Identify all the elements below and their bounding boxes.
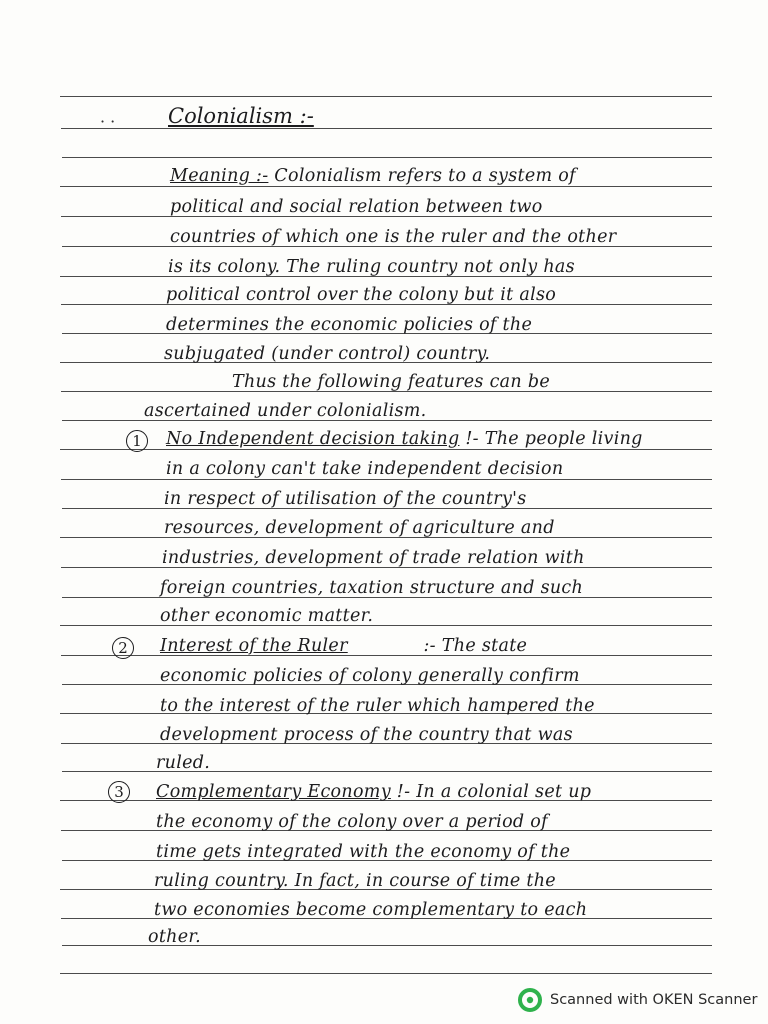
point-1-heading-line bbox=[166, 429, 643, 449]
ruled-line bbox=[61, 128, 712, 129]
point-2-first-line: The state bbox=[441, 636, 528, 656]
point-3-line-3: ruling country. In fact, in course of time the bbox=[154, 871, 556, 891]
meaning-line-1 bbox=[170, 166, 576, 186]
point-3-heading: Complementary Economy bbox=[156, 782, 391, 802]
ruled-line bbox=[60, 973, 712, 974]
point-3-first-line: In a colonial set up bbox=[416, 782, 592, 802]
meaning-line-5: political control over the colony but it also bbox=[166, 285, 557, 305]
point-3-heading-line bbox=[156, 782, 591, 802]
meaning-text-0: Colonialism refers to a system of bbox=[274, 166, 576, 186]
point-1-heading: No Independent decision taking bbox=[166, 429, 460, 449]
point-2-sep: :- bbox=[423, 636, 436, 656]
thus-line-1: Thus the following features can be bbox=[232, 372, 550, 392]
point-3-line-4: two economies become complementary to each bbox=[154, 900, 588, 920]
point-3-line-5: other. bbox=[148, 927, 202, 947]
ruled-line bbox=[60, 186, 712, 187]
point-1-line-2: in respect of utilisation of the country's bbox=[164, 489, 527, 509]
point-2-line-2: to the interest of the ruler which hampered the bbox=[160, 696, 595, 716]
point-1-line-1: in a colony can't take independent decision bbox=[166, 459, 564, 479]
meaning-line-4: is its colony. The ruling country not only has bbox=[168, 257, 575, 277]
point-number-2: 2 bbox=[112, 637, 134, 659]
meaning-line-6: determines the economic policies of the bbox=[166, 315, 533, 335]
meaning-label: Meaning :- bbox=[170, 166, 269, 186]
point-2-line-1: economic policies of colony generally confirm bbox=[160, 666, 580, 686]
meaning-line-7: subjugated (under control) country. bbox=[164, 344, 491, 364]
page-title: Colonialism :- bbox=[168, 104, 314, 128]
point-2-heading: Interest of the Ruler bbox=[160, 636, 348, 656]
point-2-line-3: development process of the country that was bbox=[160, 725, 573, 745]
point-2-line-4: ruled. bbox=[156, 753, 211, 773]
point-number-1: 1 bbox=[126, 430, 148, 452]
point-1-first-line: The people living bbox=[484, 429, 643, 449]
thus-line-2: ascertained under colonialism. bbox=[144, 401, 427, 421]
point-1-line-6: other economic matter. bbox=[160, 606, 374, 626]
point-3-line-2: time gets integrated with the economy of the bbox=[156, 842, 571, 862]
ruled-line bbox=[60, 96, 712, 97]
meaning-line-3: countries of which one is the ruler and the other bbox=[170, 227, 617, 247]
point-3-sep: !- bbox=[396, 782, 411, 802]
margin-dots: · · bbox=[100, 112, 116, 131]
scanner-watermark-text: Scanned with OKEN Scanner bbox=[550, 992, 758, 1008]
point-1-line-5: foreign countries, taxation structure and such bbox=[160, 578, 584, 598]
point-1-sep: !- bbox=[465, 429, 479, 449]
scanner-watermark bbox=[518, 988, 757, 1012]
point-2-heading-line bbox=[160, 636, 527, 656]
point-3-line-1: the economy of the colony over a period of bbox=[156, 812, 548, 832]
point-1-line-3: resources, development of agriculture and bbox=[164, 518, 555, 538]
ruled-line bbox=[60, 449, 712, 450]
meaning-line-2: political and social relation between two bbox=[170, 197, 543, 217]
ruled-line bbox=[62, 157, 712, 158]
ruled-line bbox=[61, 479, 712, 480]
point-number-3: 3 bbox=[108, 781, 130, 803]
point-1-line-4: industries, development of trade relation with bbox=[162, 548, 585, 568]
ruled-line bbox=[60, 625, 712, 626]
oken-scanner-logo-icon bbox=[518, 988, 542, 1012]
